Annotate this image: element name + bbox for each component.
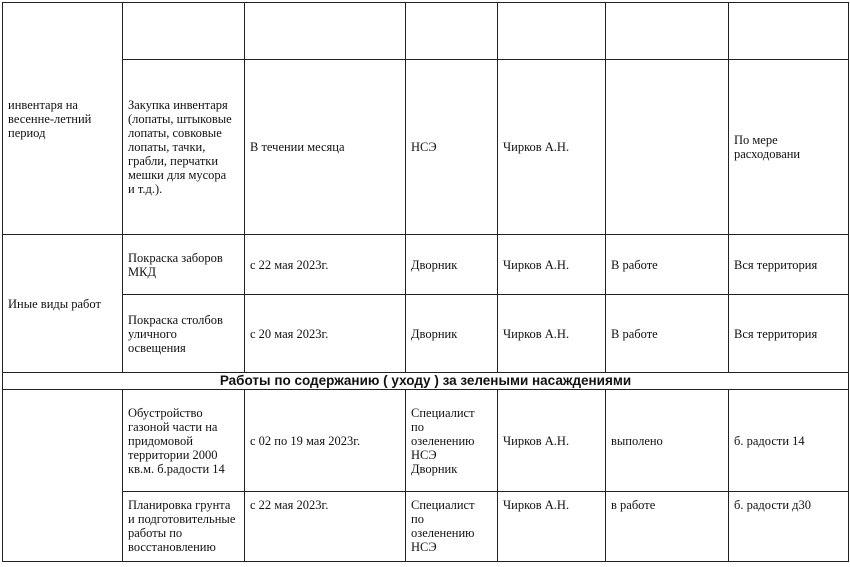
executor-cell: Специалист по озеленению НСЭ Дворник: [406, 390, 498, 492]
timing-cell: [245, 3, 406, 60]
work-plan-table: [2, 2, 849, 562]
timing-cell: с 22 мая 2023г.: [245, 235, 406, 295]
section-header-row: [3, 373, 849, 390]
status-cell: В работе: [606, 235, 729, 295]
location-cell: Вся территория: [729, 235, 849, 295]
location-cell: [729, 3, 849, 60]
section-title: Работы по содержанию ( уходу ) за зелеными насаждениями: [3, 373, 849, 390]
task-cell: Закупка инвентаря (лопаты, штыковые лопаты, совковые лопаты, тачки, грабли, перчатки мешки для мусора и т.д.).: [123, 60, 245, 235]
location-cell: По мере расходовани: [729, 60, 849, 235]
status-cell: [606, 60, 729, 235]
timing-cell: с 02 по 19 мая 2023г.: [245, 390, 406, 492]
location-cell: Вся территория: [729, 295, 849, 373]
table-row: [3, 492, 849, 562]
status-cell: выполено: [606, 390, 729, 492]
executor-cell: Специалист по озеленению НСЭ: [406, 492, 498, 562]
location-cell: б. радости 14: [729, 390, 849, 492]
category-text: инвентаря на весенне-летний период: [8, 97, 92, 140]
table-row: [3, 60, 849, 235]
responsible-cell: Чирков А.Н.: [498, 492, 606, 562]
executor-cell: Дворник: [406, 295, 498, 373]
location-cell: б. радости д30: [729, 492, 849, 562]
executor-cell: Дворник: [406, 235, 498, 295]
status-cell: в работе: [606, 492, 729, 562]
responsible-cell: Чирков А.Н.: [498, 235, 606, 295]
timing-cell: В течении месяца: [245, 60, 406, 235]
table-row: [3, 390, 849, 492]
timing-cell: с 20 мая 2023г.: [245, 295, 406, 373]
status-cell: [606, 3, 729, 60]
category-cell: [3, 235, 123, 373]
responsible-cell: Чирков А.Н.: [498, 295, 606, 373]
category-cell: [3, 390, 123, 562]
responsible-cell: Чирков А.Н.: [498, 60, 606, 235]
task-cell: [123, 3, 245, 60]
task-cell: Покраска заборов МКД: [123, 235, 245, 295]
category-text: Иные виды работ: [8, 296, 101, 311]
status-cell: В работе: [606, 295, 729, 373]
category-cell: [3, 3, 123, 235]
executor-cell: НСЭ: [406, 60, 498, 235]
task-cell: Планировка грунта и подготовительные работы по восстановлению: [123, 492, 245, 562]
task-cell: Покраска столбов уличного освещения: [123, 295, 245, 373]
responsible-cell: [498, 3, 606, 60]
table-row: [3, 3, 849, 60]
table-row: [3, 295, 849, 373]
table-row: [3, 235, 849, 295]
task-cell: Обустройство газоной части на придомовой территории 2000 кв.м. б.радости 14: [123, 390, 245, 492]
responsible-cell: Чирков А.Н.: [498, 390, 606, 492]
timing-cell: с 22 мая 2023г.: [245, 492, 406, 562]
executor-cell: [406, 3, 498, 60]
